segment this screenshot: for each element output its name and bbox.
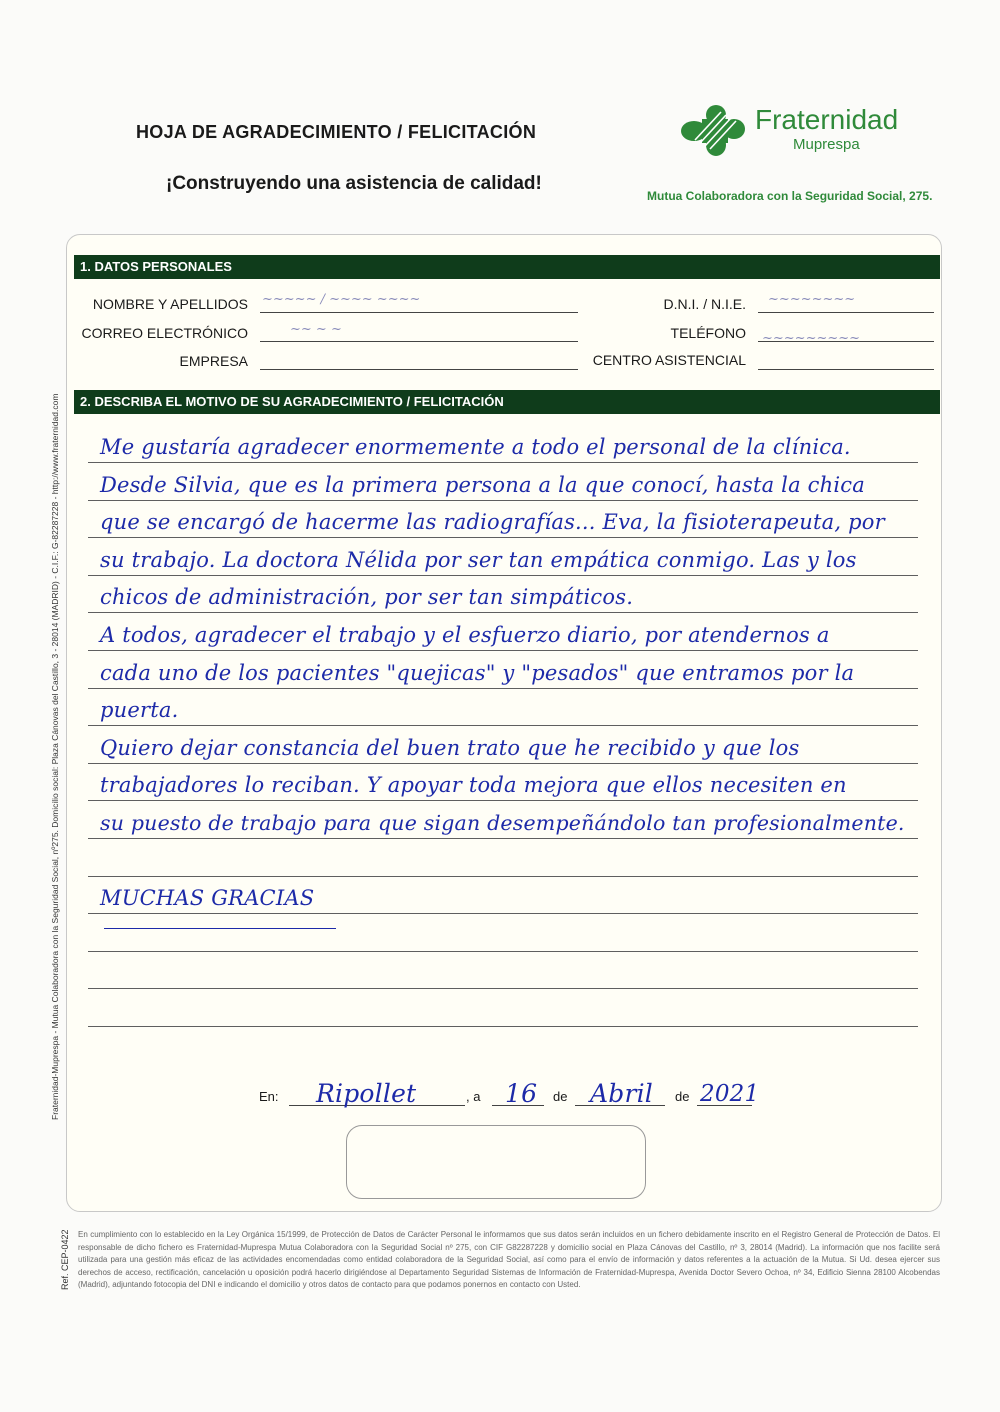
nombre-redacted: ~~~~~ / ~~~~ ~~~~ — [262, 292, 421, 307]
ruled-line — [88, 537, 918, 538]
ruled-line — [88, 763, 918, 764]
centro-field[interactable] — [758, 369, 934, 370]
correo-field[interactable] — [260, 341, 578, 342]
message-line: Desde Silvia, que es la primera persona a la que conocí, hasta la chica — [100, 472, 865, 497]
gracias-underline — [104, 928, 336, 929]
fraternidad-logo-icon — [676, 103, 750, 159]
a-label: , a — [466, 1089, 481, 1104]
message-line: su puesto de trabajo para que sigan desempeñándolo tan profesionalmente. — [100, 811, 905, 835]
ruled-line — [88, 688, 918, 689]
signature-box[interactable] — [346, 1125, 646, 1199]
empresa-field[interactable] — [260, 369, 578, 370]
nombre-label: NOMBRE Y APELLIDOS — [92, 296, 248, 312]
month-value: Abril — [590, 1079, 653, 1108]
day-value: 16 — [505, 1079, 538, 1108]
ruled-line — [88, 1026, 918, 1027]
ruled-line — [88, 612, 918, 613]
form-frame — [66, 234, 942, 1212]
year-value: 2021 — [700, 1081, 760, 1107]
section2-heading: 2. DESCRIBA EL MOTIVO DE SU AGRADECIMIENTO / FELICITACIÓN — [74, 390, 940, 414]
brand-subname: Muprespa — [793, 136, 860, 153]
en-label: En: — [259, 1089, 279, 1104]
message-line: chicos de administración, por ser tan simpáticos. — [100, 585, 634, 610]
dni-field[interactable] — [758, 312, 934, 313]
message-line: trabajadores lo reciban. Y apoyar toda mejora que ellos necesiten en — [100, 773, 847, 798]
centro-label: CENTRO ASISTENCIAL — [592, 352, 746, 368]
telefono-label: TELÉFONO — [670, 325, 746, 341]
de-label-2: de — [675, 1089, 690, 1104]
message-line: su trabajo. La doctora Nélida por ser tan empática conmigo. Las y los — [100, 547, 857, 572]
legal-notice: En cumplimiento con lo establecido en la Ley Orgánica 15/1999, de Protección de Datos de Carácter Personal le informamos que sus datos serán incluidos en un fichero debidamente inscrito en el Registro General de Protección de Datos. El responsable de dicho fichero es Fraternidad-Muprespa Mutua Colaboradora con la Seguridad Social nº 275, con CIF G82287228 y domicilio social en Plaza Cánovas del Castillo, nº 3, 28014 (Madrid). La información que nos facilite será utilizada para una gestión más eficaz de las actividades encomendadas como entidad colaboradora de la Seguridad Social, así como para el envío de información y datos referentes a la actuación de la Mutua. Si Ud. desea ejercer sus derechos de acceso, rectificación, cancelación u oposición podrá hacerlo dirigiéndose al Departamento Seguridad Sistemas de Información de Fraternidad-Muprespa, Avenida Doctor Severo Ochoa, nº 34, Edificio Sienna 28100 Alcobendas (Madrid), adjuntando fotocopia del DNI e indicando el domicilio y otros datos de contacto para que podamos ponernos en contacto con Usted. — [78, 1230, 940, 1289]
ruled-line — [88, 725, 918, 726]
message-line: A todos, agradecer el trabajo y el esfuerzo diario, por atendernos a — [100, 623, 830, 647]
ruled-line — [88, 876, 918, 877]
correo-redacted: ~~ ~ ~ — [290, 322, 342, 337]
ruled-line — [88, 838, 918, 839]
ruled-line — [88, 988, 918, 989]
ruled-line — [88, 800, 918, 801]
section1-heading: 1. DATOS PERSONALES — [74, 255, 940, 279]
message-line: que se encargó de hacerme las radiografías... Eva, la fisioterapeuta, por — [100, 510, 885, 535]
dni-redacted: ~~~~~~~~ — [768, 292, 856, 307]
telefono-redacted: ~~~~~~~~~ — [762, 331, 861, 346]
dni-label: D.N.I. / N.I.E. — [663, 296, 746, 312]
message-line: cada uno de los pacientes "quejicas" y "pesados" que entramos por la — [100, 660, 855, 685]
form-title: HOJA DE AGRADECIMIENTO / FELICITACIÓN — [136, 122, 537, 142]
place-value: Ripollet — [316, 1079, 417, 1108]
ruled-line — [88, 913, 918, 914]
empresa-label: EMPRESA — [179, 353, 248, 369]
form-subtitle: ¡Construyendo una asistencia de calidad! — [166, 173, 542, 194]
ruled-line — [88, 951, 918, 952]
ruled-line — [88, 650, 918, 651]
nombre-field[interactable] — [260, 312, 578, 313]
brand-name: Fraternidad — [755, 104, 899, 135]
message-line: MUCHAS GRACIAS — [100, 886, 315, 911]
ruled-line — [88, 500, 918, 501]
message-line: Me gustaría agradecer enormemente a todo el personal de la clínica. — [100, 435, 851, 459]
message-line: puerta. — [100, 698, 179, 723]
ruled-line — [88, 462, 918, 463]
brand-tagline: Mutua Colaboradora con la Seguridad Social, 275. — [647, 189, 933, 203]
ruled-line — [88, 575, 918, 576]
message-line: Quiero dejar constancia del buen trato que he recibido y que los — [100, 735, 800, 760]
de-label-1: de — [553, 1089, 568, 1104]
reference-code: Ref. CEP-0422 — [60, 1229, 70, 1290]
correo-label: CORREO ELECTRÓNICO — [81, 325, 248, 341]
side-legal-text: Fraternidad-Muprespa - Mutua Colaboradora con la Seguridad Social, nº275. Domicilio social: Plaza Cánovas del Castillo, 3 - 28014 (MADRID) - C.I.F.: G-82287228 - http://www.fraternidad.com — [50, 393, 60, 1120]
